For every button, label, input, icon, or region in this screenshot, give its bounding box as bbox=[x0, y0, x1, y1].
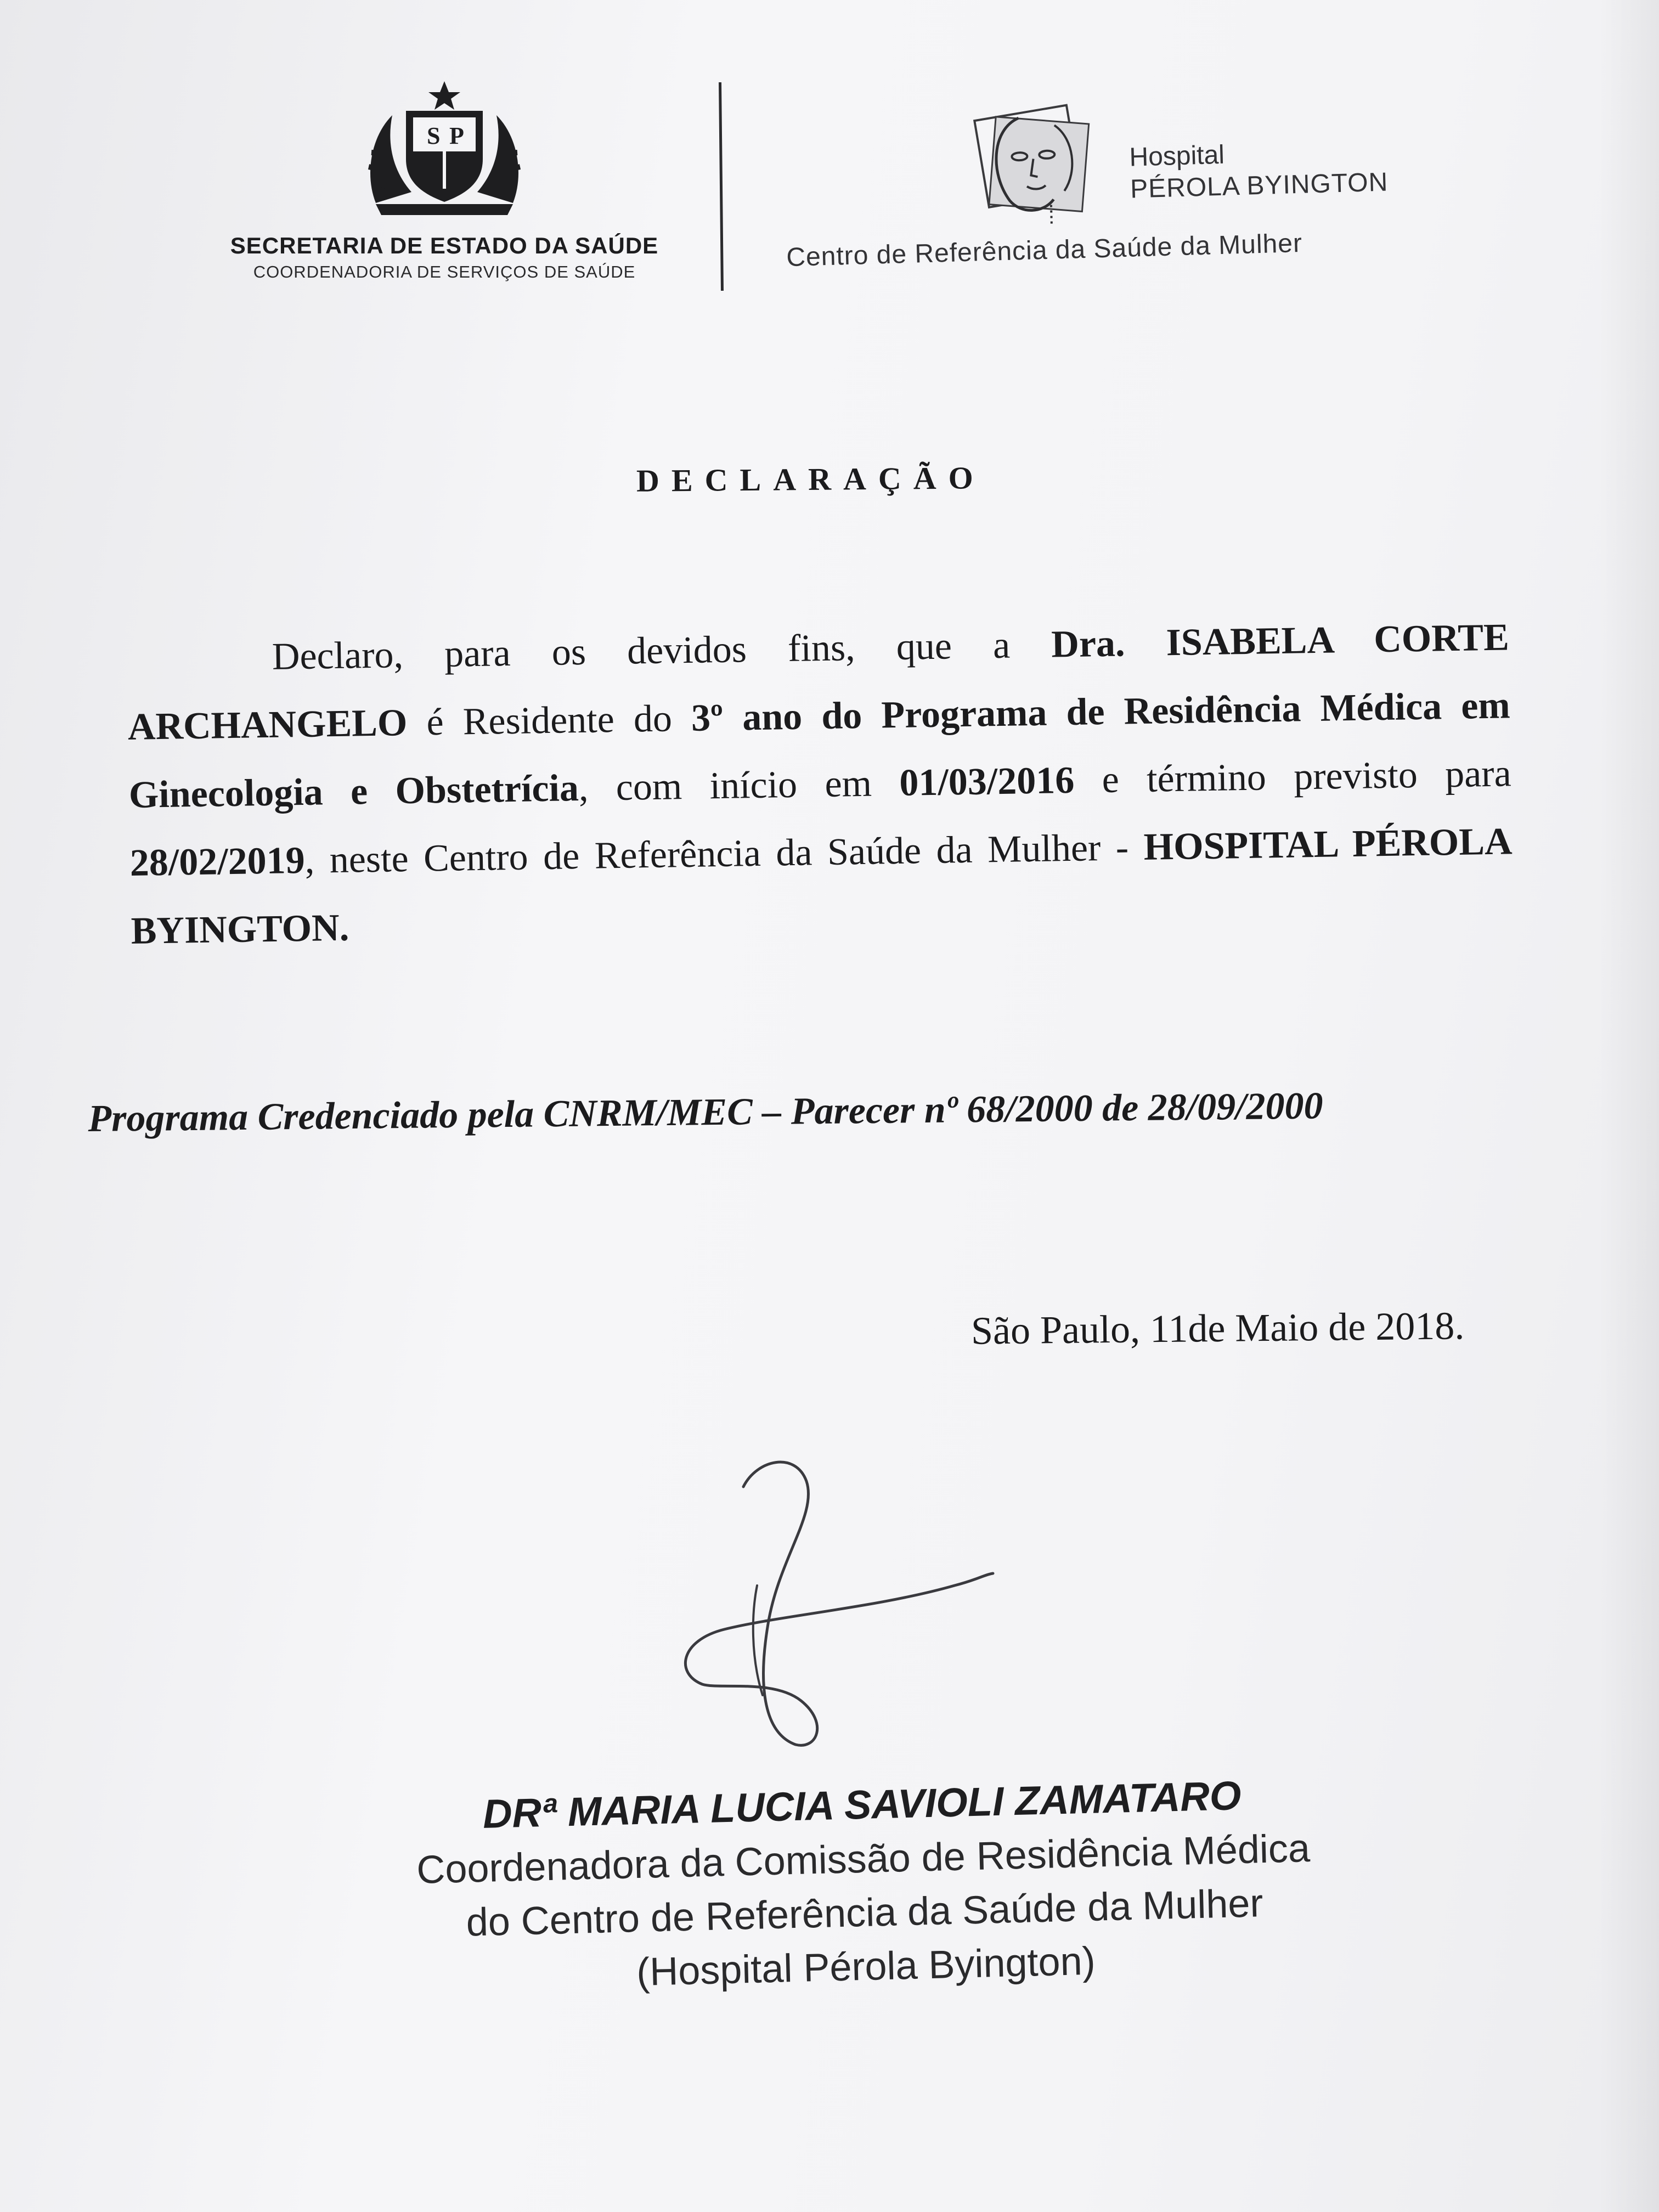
end-date: 28/02/2019 bbox=[129, 839, 306, 884]
header-divider bbox=[719, 82, 724, 291]
body-text-3: , com início em bbox=[578, 761, 900, 810]
hospital-header bbox=[776, 78, 1468, 295]
hospital-name-bold: HOSPITAL PÉROLA BYINGTON. bbox=[131, 820, 1513, 952]
signer-role-line-3: (Hospital Pérola Byington) bbox=[636, 1939, 1096, 1995]
body-text-2: é Residente do bbox=[407, 697, 692, 744]
hospital-center-name: Centro de Referência da Saúde da Mulher bbox=[786, 228, 1303, 273]
body-text-4: e término previsto para bbox=[1074, 752, 1512, 802]
emblem-letter-s: S bbox=[427, 122, 441, 149]
body-text-5: , neste Centro de Referência da Saúde da Mulher - bbox=[304, 826, 1144, 882]
signer-role-line-1: Coordenadora da Comissão de Residência Médica bbox=[416, 1826, 1311, 1892]
start-date: 01/03/2016 bbox=[899, 759, 1075, 804]
declaration-body bbox=[126, 603, 1514, 966]
signer-name: DRª MARIA LUCIA SAVIOLI ZAMATARO bbox=[482, 1773, 1242, 1837]
state-health-header bbox=[203, 77, 686, 282]
hospital-face-logo-icon bbox=[957, 94, 1104, 240]
emblem-letter-p: P bbox=[449, 122, 464, 149]
resident-name: Dra. ISABELA CORTE ARCHANGELO bbox=[127, 616, 1510, 748]
hospital-name-line1: Hospital bbox=[1128, 140, 1225, 172]
org-title: SECRETARIA DE ESTADO DA SAÚDE bbox=[230, 233, 659, 258]
signer-block bbox=[340, 1765, 1387, 2006]
page-edge-shadow bbox=[1599, 0, 1659, 2212]
org-subtitle: COORDENADORIA DE SERVIÇOS DE SAÚDE bbox=[253, 262, 636, 281]
handwritten-signature bbox=[669, 1448, 1064, 1756]
program-name: 3º ano do Programa de Residência Médica em Ginecologia e Obstetrícia bbox=[128, 684, 1511, 816]
body-text-1: Declaro, para os devidos fins, que a bbox=[272, 623, 1052, 678]
document-title: DECLARAÇÃO bbox=[636, 460, 985, 499]
declaration-paragraph bbox=[126, 603, 1514, 966]
hospital-name-line2: PÉROLA BYINGTON bbox=[1130, 167, 1389, 204]
sao-paulo-coat-of-arms-icon bbox=[354, 77, 535, 219]
place-and-date: São Paulo, 11de Maio de 2018. bbox=[970, 1304, 1465, 1353]
program-credential: Programa Credenciado pela CNRM/MEC – Parecer nº 68/2000 de 28/09/2000 bbox=[88, 1085, 1323, 1140]
signer-role-line-2: do Centro de Referência da Saúde da Mulher bbox=[465, 1881, 1264, 1945]
